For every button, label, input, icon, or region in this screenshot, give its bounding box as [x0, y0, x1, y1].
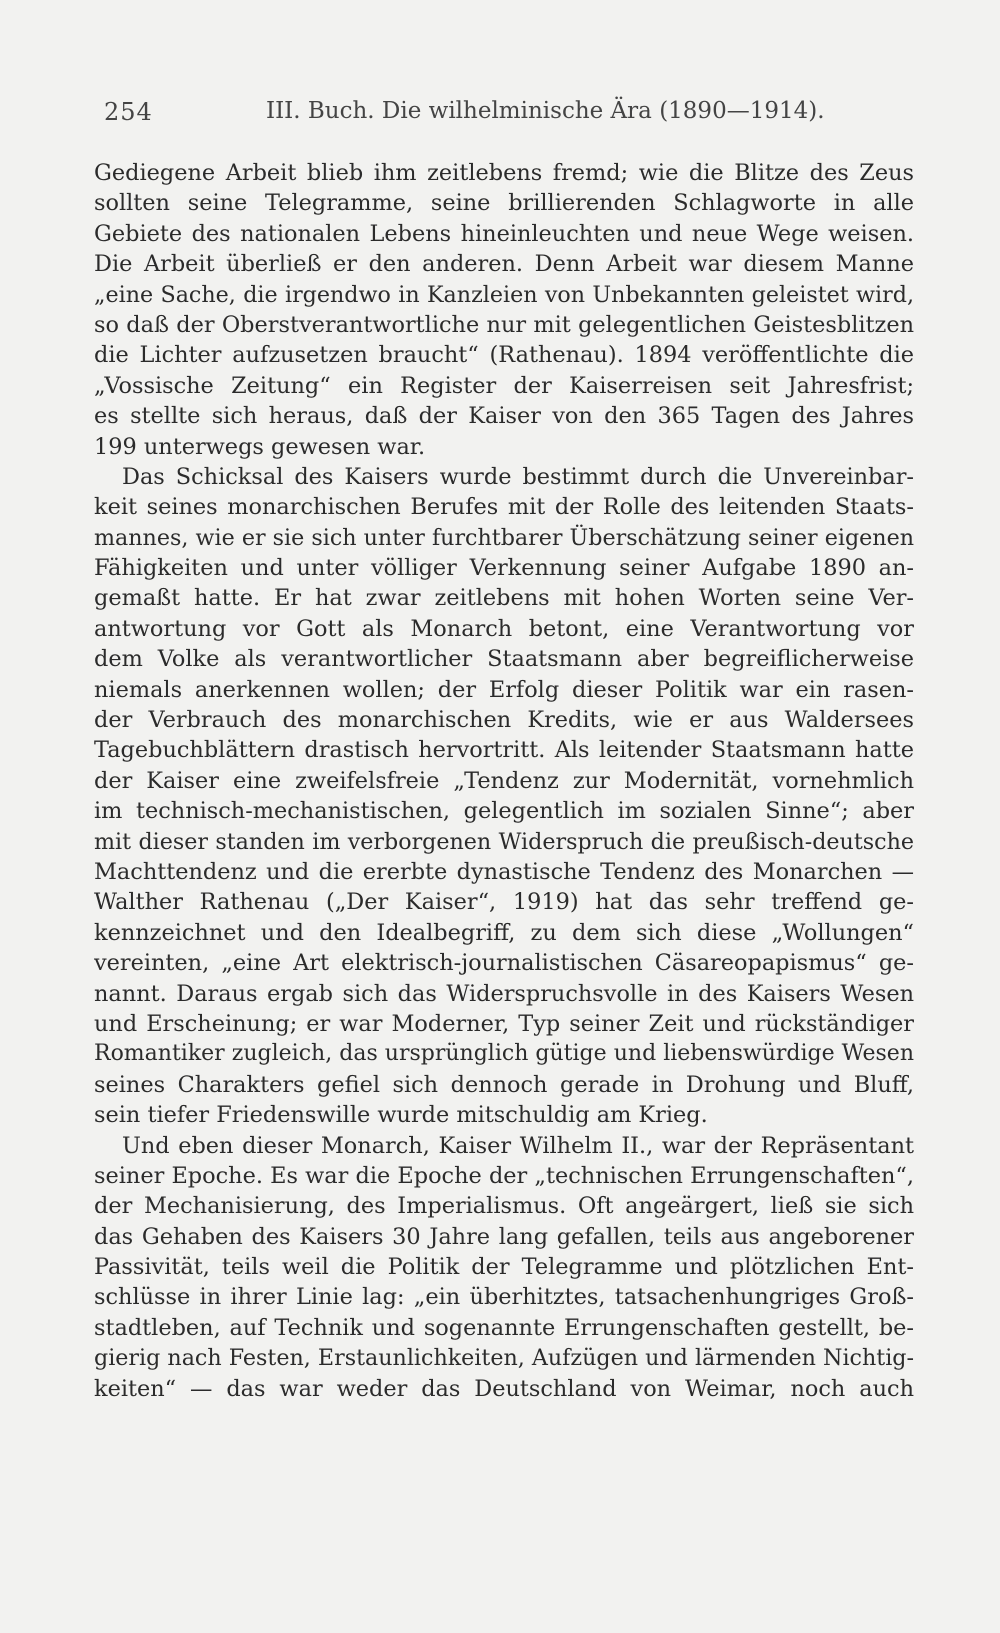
text-line: die Lichter aufzusetzen braucht“ (Rathenau). 1894 veröffentlichte die — [94, 342, 914, 369]
text-line: niemals anerkennen wollen; der Erfolg dieser Politik war ein rasen- — [94, 676, 914, 703]
text-line: mit dieser standen im verborgenen Widerspruch die preußisch-deutsche — [94, 828, 914, 855]
text-line: dem Volke als verantwortlicher Staatsmann aber begreiflicherweise — [94, 646, 914, 673]
text-line: vereinten, „eine Art elektrisch-journalistischen Cäsareopapismus“ ge- — [94, 950, 914, 977]
text-line: Die Arbeit überließ er den anderen. Denn Arbeit war diesem Manne — [94, 251, 914, 278]
text-line: stadtleben, auf Technik und sogenannte Errungenschaften gestellt, be- — [94, 1314, 914, 1341]
text-line: schlüsse in ihrer Linie lag: „ein überhitztes, tatsachenhungriges Groß- — [94, 1284, 914, 1311]
running-head — [104, 98, 934, 128]
text-line: Tagebuchblättern drastisch hervortritt. Als leitender Staatsmann hatte — [94, 737, 914, 764]
text-line: Passivität, teils weil die Politik der Telegramme und plötzlichen Ent- — [94, 1254, 914, 1281]
text-line: Gediegene Arbeit blieb ihm zeitlebens fremd; wie die Blitze des Zeus — [94, 160, 914, 186]
text-line: der Verbrauch des monarchischen Kredits, wie er aus Waldersees — [94, 707, 914, 734]
text-line: im technisch-mechanistischen, gelegentlich im sozialen Sinne“; aber — [94, 798, 914, 825]
text-line: Und eben dieser Monarch, Kaiser Wilhelm II., war der Repräsentant — [122, 1132, 914, 1159]
text-line: gemaßt hatte. Er hat zwar zeitlebens mit hohen Worten seine Ver- — [94, 585, 914, 612]
text-line: 199 unterwegs gewesen war. — [94, 433, 426, 460]
text-line: Gebiete des nationalen Lebens hineinleuchten und neue Wege weisen. — [94, 220, 914, 247]
text-line: keit seines monarchischen Berufes mit der Rolle des leitenden Staats- — [94, 494, 914, 521]
text-line: sein tiefer Friedenswille wurde mitschuldig am Krieg. — [94, 1102, 708, 1129]
running-title: III. Buch. Die wilhelminische Ära (1890—1914). — [266, 98, 825, 124]
text-line: „Vossische Zeitung“ ein Register der Kaiserreisen seit Jahresfrist; — [94, 372, 914, 399]
text-line: so daß der Oberstverantwortliche nur mit gelegentlichen Geistesblitzen — [94, 311, 914, 338]
text-line: seiner Epoche. Es war die Epoche der „technischen Errungenschaften“, — [94, 1162, 914, 1189]
text-line: seines Charakters gefiel sich dennoch gerade in Drohung und Bluff, — [94, 1071, 914, 1098]
text-line: und Erscheinung; er war Moderner, Typ seiner Zeit und rückständiger — [94, 1010, 914, 1037]
text-line: Walther Rathenau („Der Kaiser“, 1919) hat das sehr treffend ge- — [94, 889, 914, 916]
text-line: sollten seine Telegramme, seine brillierenden Schlagworte in alle — [94, 190, 914, 217]
text-line: das Gehaben des Kaisers 30 Jahre lang gefallen, teils aus angeborener — [94, 1223, 914, 1250]
text-line: der Kaiser eine zweifelsfreie „Tendenz zur Modernität, vornehmlich — [94, 767, 914, 794]
text-line: Romantiker zugleich, das ursprünglich gütige und liebenswürdige Wesen — [94, 1041, 914, 1067]
text-line: gierig nach Festen, Erstaunlichkeiten, Aufzügen und lärmenden Nichtig- — [94, 1345, 914, 1372]
body-text — [94, 158, 914, 1404]
text-line: mannes, wie er sie sich unter furchtbarer Überschätzung seiner eigenen — [94, 524, 914, 551]
text-line: keiten“ — das war weder das Deutschland von Weimar, noch auch — [94, 1375, 914, 1402]
text-line: Fähigkeiten und unter völliger Verkennung seiner Aufgabe 1890 an- — [94, 555, 914, 582]
text-line: es stellte sich heraus, daß der Kaiser von den 365 Tagen des Jahres — [94, 403, 914, 430]
page-number: 254 — [104, 98, 153, 126]
text-line: Das Schicksal des Kaisers wurde bestimmt durch die Unvereinbar- — [122, 463, 914, 490]
text-line: der Mechanisierung, des Imperialismus. Oft angeärgert, ließ sie sich — [94, 1193, 914, 1220]
text-line: kennzeichnet und den Idealbegriff, zu dem sich diese „Wollungen“ — [94, 919, 914, 946]
text-line: nannt. Daraus ergab sich das Widerspruchsvolle in des Kaisers Wesen — [94, 980, 914, 1007]
text-line: Machttendenz und die ererbte dynastische Tendenz des Monarchen — — [94, 858, 914, 885]
text-line: „eine Sache, die irgendwo in Kanzleien von Unbekannten geleistet wird, — [94, 281, 914, 308]
text-line: antwortung vor Gott als Monarch betont, eine Verantwortung vor — [94, 615, 914, 642]
